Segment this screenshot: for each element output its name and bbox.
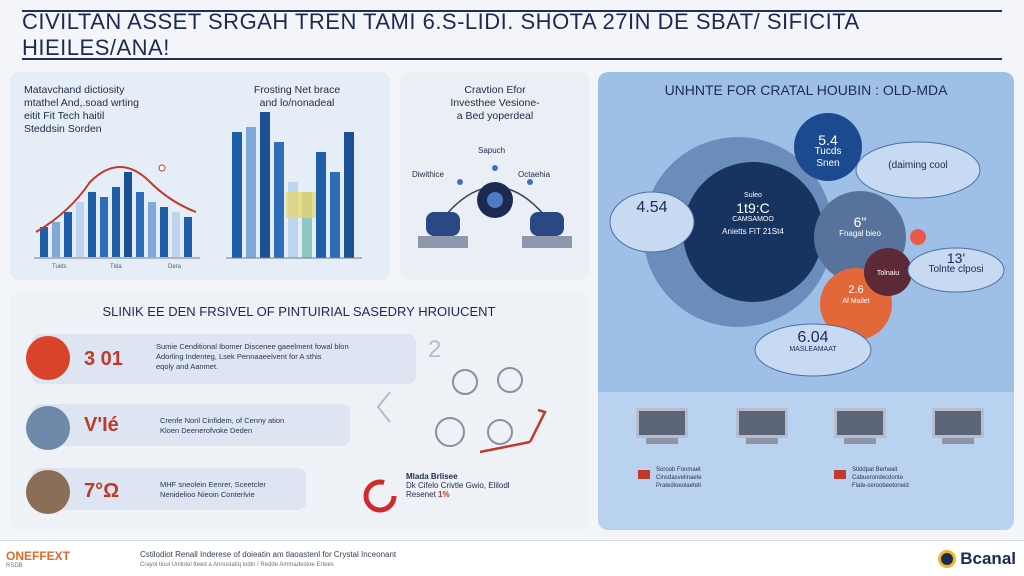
network-label: Octaehia <box>518 170 551 179</box>
caption-line: Investhee Vesione- <box>450 97 540 109</box>
brand-logo-icon <box>938 550 956 568</box>
flag-line: Pratedioeolaeteti <box>656 483 702 489</box>
tick-label: Tlda <box>110 264 122 270</box>
bubble-value: 1t9:C <box>736 200 770 216</box>
brand <box>938 549 1016 569</box>
callout-title: Mlada Brlisee <box>406 472 458 481</box>
caption-line: mtathel And,.soad wrting <box>24 97 139 109</box>
flag-line: Stiddpat Bertwait <box>852 467 898 473</box>
monitor-icon <box>834 408 886 446</box>
caption-line: Matavchand dictiosity <box>24 84 125 96</box>
row-line: Kloen Deenerofvoke Deden <box>160 426 253 435</box>
gear-illustration <box>370 352 560 472</box>
caption-line: Frosting Net brace <box>253 84 341 96</box>
flag-text <box>656 466 702 490</box>
bubble-label: (daiming cool <box>888 160 948 171</box>
footer-text: Cstilodiot Renall Inderese of doieatin am tlaoastenl for Crystal Inceonant <box>140 550 397 559</box>
flag-line: Cabuerondecdonte <box>852 475 904 481</box>
monitor-icon <box>932 408 984 446</box>
row-line: MHF sneolein Eenrer, Sceetcler <box>160 480 266 489</box>
row-line: Sumie Cenditional Ibomer Discenee gaeelment fowal blon <box>156 342 349 351</box>
bubble-label: Fnagal bieo <box>839 229 881 238</box>
row-text <box>156 342 406 372</box>
row-number: 7°Ω <box>84 480 120 502</box>
flag-line: Flate-ceroobeetoneid <box>852 483 909 489</box>
callout-line: Resenet <box>406 490 436 499</box>
bubble-value: 4.54 <box>636 199 668 216</box>
network-illustration <box>400 72 590 280</box>
flag-line: Soroob Fonmaet <box>656 467 701 473</box>
infographic-panel <box>400 72 590 280</box>
callout-line: Dk Cifelo Crivtle Gwio, Elilodl <box>406 481 510 490</box>
tick-label: Tuids <box>52 264 67 270</box>
flag-text <box>852 466 909 490</box>
row-number: V'Ié <box>84 414 119 436</box>
left-bars <box>40 172 192 257</box>
section-panel <box>10 292 588 530</box>
row-line: eqoly and Aanmet. <box>156 362 219 371</box>
caption-line: Steddsin Sorden <box>24 123 102 135</box>
footer-subtext: Crayol tioul Unllotel tteed a Annuslatiq lodin / Redde Ammadestoe Ertees <box>140 562 334 568</box>
flag-icon <box>638 470 650 479</box>
tick-label: Dera <box>168 264 182 270</box>
bubble-label: Tucds Snen <box>814 146 842 169</box>
title-bar <box>22 10 1002 60</box>
monitor-icon <box>636 408 688 446</box>
row-line: Crenfe Noril Cinfidem, of Cenny ation <box>160 416 285 425</box>
bubble-label: Anietts FIT 21St4 <box>722 227 784 236</box>
bubble-sub: CAMSAMOO <box>732 216 774 223</box>
footer-logo-sub: RSDB <box>6 563 23 569</box>
chart-panel <box>10 72 390 280</box>
bubble-value: 2.6 Af Mailet <box>826 284 886 308</box>
caption-line: Cravtion Efor <box>464 84 526 96</box>
bubble-value: 6.04 MASLEAMAAT <box>763 332 863 356</box>
caption-line: eitit Fit Tech haitil <box>24 110 105 122</box>
bubble-label: Tolnte clposi <box>928 264 984 275</box>
bar-illustration <box>10 72 390 280</box>
bubble-label: MASLEAMAAT <box>789 346 837 353</box>
row-line: Adorling Indenteg, Lsek Pennaaeelvent for A sthis <box>156 352 322 361</box>
section-title: SLINIK EE DEN FRSIVEL OF PINTUIRIAL SASEDRY HROIUCENT <box>102 304 496 319</box>
caption-line: a Bed yoperdeal <box>456 110 534 122</box>
bubble-main <box>708 190 798 238</box>
flag-line: Cinsdasvelinaete <box>656 475 702 481</box>
flag-icon <box>834 470 846 479</box>
page-title: CIVILTAN ASSET SRGAH TREN TAMI 6.S-LIDI. SHOTA 27IN DE SBAT/ SIFICITA HIEILES/ANA! <box>22 9 859 60</box>
caption-line: and lo/nonadeal <box>259 97 335 109</box>
network-label: Sapuch <box>478 146 506 155</box>
avatar <box>26 336 70 380</box>
bubble-panel-title: UNHNTE FOR CRATAL HOUBIN : OLD-MDA <box>664 82 948 98</box>
callout-pct: 1% <box>438 490 450 499</box>
row-line: Nenidelioo Nieoin Conterlvie <box>160 490 255 499</box>
avatar <box>26 406 70 450</box>
ring-icon <box>360 476 400 516</box>
bubble-sub: Suleo <box>744 192 762 199</box>
side-number: 2 <box>428 336 442 363</box>
row-text <box>160 480 310 500</box>
bubble-panel <box>598 72 1014 530</box>
avatar <box>26 470 70 514</box>
bubble-value: 5.4 Tucds Snen <box>808 134 848 170</box>
row-number: 3 01 <box>84 348 123 370</box>
callout <box>406 472 510 499</box>
bubble-label: Af Mailet <box>842 298 870 305</box>
footer-logo: ONEFFEXT <box>6 549 71 563</box>
monitor-icon <box>736 408 788 446</box>
row-text <box>160 416 350 436</box>
network-label: Diwithice <box>412 170 445 179</box>
bubble-value: 6" Fnagal bieo <box>824 216 896 240</box>
right-bars <box>232 112 354 258</box>
brand-name: Bcanal <box>960 549 1016 568</box>
bubble-label: Tolnaiu <box>876 270 900 277</box>
bubble-value: 13' Tolnte clposi <box>916 252 996 276</box>
footer <box>0 540 1024 576</box>
